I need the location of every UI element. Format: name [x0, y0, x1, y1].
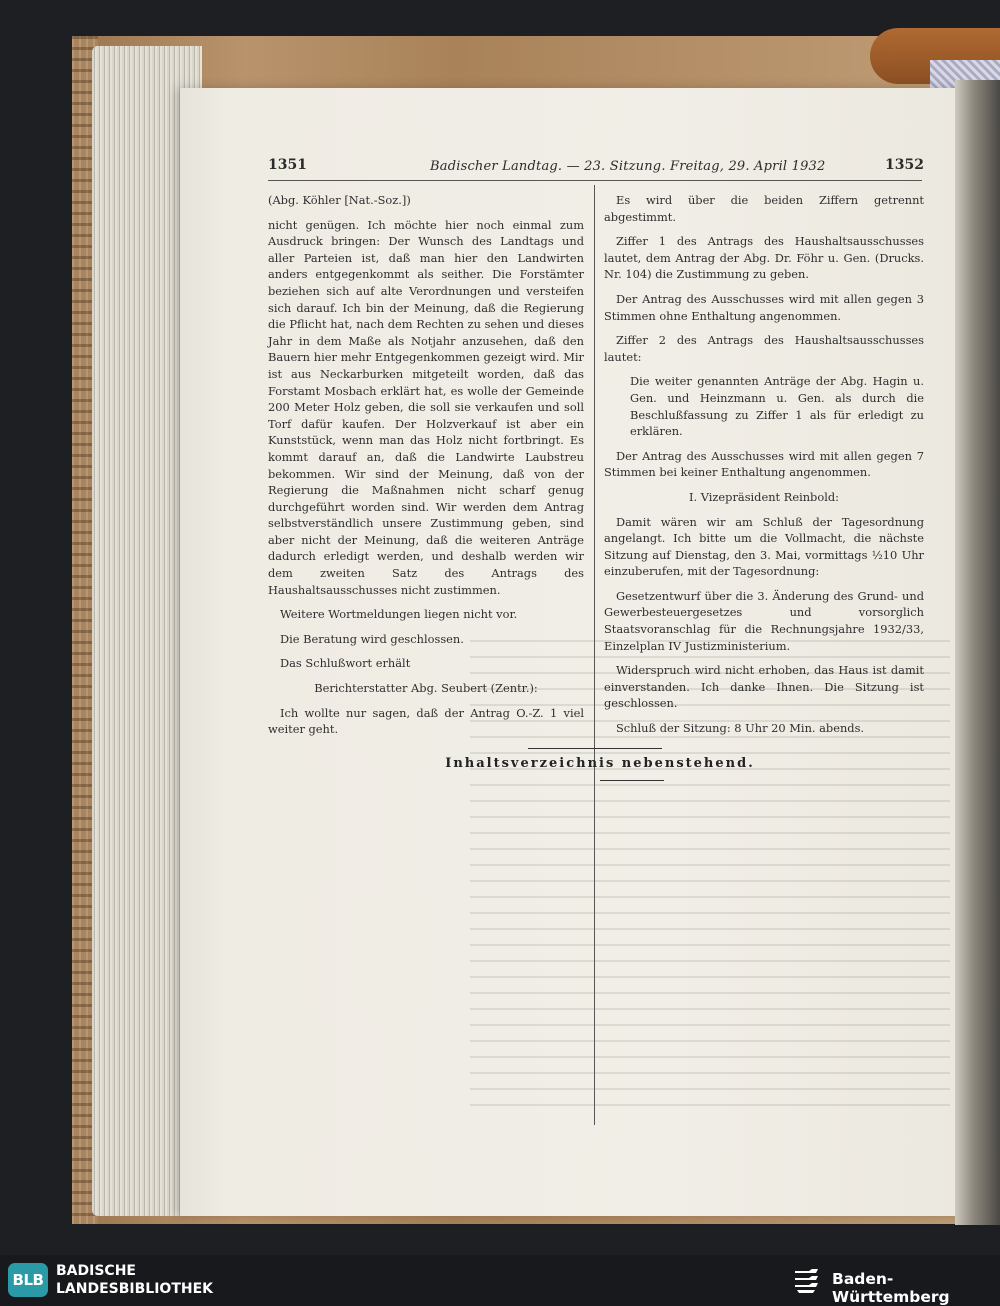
right-column [604, 192, 924, 745]
speaker-heading: Berichterstatter Abg. Seubert (Zentr.): [314, 681, 538, 696]
header-rule [268, 180, 922, 181]
page-number-right: 1352 [885, 157, 924, 173]
blb-name-line1: BADISCHE [56, 1263, 136, 1279]
blb-logo[interactable]: BLB [8, 1263, 48, 1297]
paragraph: Gesetzentwurf über die 3. Änderung des Grund- und Gewerbesteuergesetzes und vorsorglich Staatsvoranschlag für die Rechnungsjahre 1932/33, Einzelplan IV Justizministerium. [604, 588, 924, 653]
blb-name-line2: LANDESBIBLIOTHEK [56, 1281, 214, 1297]
speaker-heading: I. Vizepräsident Reinbold: [689, 489, 839, 504]
paragraph: Ich wollte nur sagen, daß der Antrag O.-Z. 1 viel weiter geht. [268, 705, 584, 737]
paragraph: Der Antrag des Ausschusses wird mit allen gegen 7 Stimmen bei keiner Enthaltung angenommen. [604, 448, 924, 480]
page-number-left: 1351 [268, 157, 307, 173]
bw-name[interactable]: Baden-Württemberg [832, 1270, 950, 1306]
toc-rule-bottom [600, 780, 664, 781]
paragraph: Schluß der Sitzung: 8 Uhr 20 Min. abends. [616, 721, 865, 736]
paragraph: Widerspruch wird nicht erhoben, das Haus ist damit einverstanden. Ich danke Ihnen. Die Sitzung ist geschlossen. [604, 663, 924, 711]
column-divider [594, 185, 595, 1125]
toc-rule-top [528, 748, 662, 749]
toc-note: Inhaltsverzeichnis nebenstehend. [445, 756, 755, 771]
paragraph: Weitere Wortmeldungen liegen nicht vor. [280, 607, 518, 622]
quoted-motion: Die weiter genannten Anträge der Abg. Hagin u. Gen. und Heinzmann u. Gen. als durch die Beschlußfassung zu Ziffer 1 als für erledigt zu erklären. [630, 374, 924, 439]
paragraph: Ziffer 1 des Antrags des Haushaltsausschusses lautet, dem Antrag der Abg. Dr. Föhr u. Gen. (Drucks. Nr. 104) die Zustimmung zu geben. [604, 234, 924, 282]
running-title: Badischer Landtag. — 23. Sitzung. Freitag, 29. April 1932 [430, 159, 826, 174]
next-page-gutter [955, 80, 1000, 1225]
footer-bar [0, 1255, 1000, 1305]
paragraph: Ziffer 2 des Antrags des Haushaltsausschusses lautet: [604, 333, 924, 364]
speaker-continuation: (Abg. Köhler [Nat.-Soz.]) [268, 193, 411, 207]
paragraph: nicht genügen. Ich möchte hier noch einmal zum Ausdruck bringen: Der Wunsch des Landtags und aller Parteien ist, daß man hier den Landwirten anders entgegenkommt als seither. Die Forstämter beziehen sich auf alte Verordnungen und versteifen sich darauf. Ich bin der Meinung, daß die Regierung die Pflicht hat, nach dem Rechten zu sehen und dieses Jahr in dem Maße als Notjahr anzusehen, daß den Bauern hier mehr Entgegenkommen gezeigt wird. Mir ist aus Neckarburken mitgeteilt worden, daß das Forstamt Mosbach erklärt hat, es wolle der Gemeinde 200 Meter Holz geben, die soll sie verkaufen und soll Torf dafür kaufen. Der Holzverkauf ist aber ein Kunststück, wenn man das Holz nicht fortbringt. Es kommt darauf an, daß die Landwirte Laubstreu bekommen. Wir sind der Meinung, daß von der Regierung die Maßnahmen nicht scharf genug durchgeführt worden sind. Wir werden dem Antrag selbstverständlich unsere Zustimmung geben, sind aber nicht der Meinung, daß die weiteren Anträge dadurch erledigt werden, und deshalb werden wir dem zweiten Satz des Antrags des Haushaltsausschusses nicht zustimmen. [268, 217, 584, 597]
paragraph: Es wird über die beiden Ziffern getrennt abgestimmt. [604, 193, 924, 224]
page-header [268, 157, 924, 181]
paragraph: Der Antrag des Ausschusses wird mit allen gegen 3 Stimmen ohne Enthaltung angenommen. [604, 291, 924, 323]
left-column [268, 192, 584, 746]
paragraph: Die Beratung wird geschlossen. [280, 631, 464, 646]
blb-name[interactable] [56, 1262, 213, 1298]
paragraph: Das Schlußwort erhält [280, 656, 411, 671]
paragraph: Damit wären wir am Schluß der Tagesordnung angelangt. Ich bitte um die Vollmacht, die nächste Sitzung auf Dienstag, den 3. Mai, vormittags ½10 Uhr einzuberufen, mit der Tagesordnung: [604, 514, 924, 579]
lions-crest-icon[interactable] [792, 1266, 822, 1296]
